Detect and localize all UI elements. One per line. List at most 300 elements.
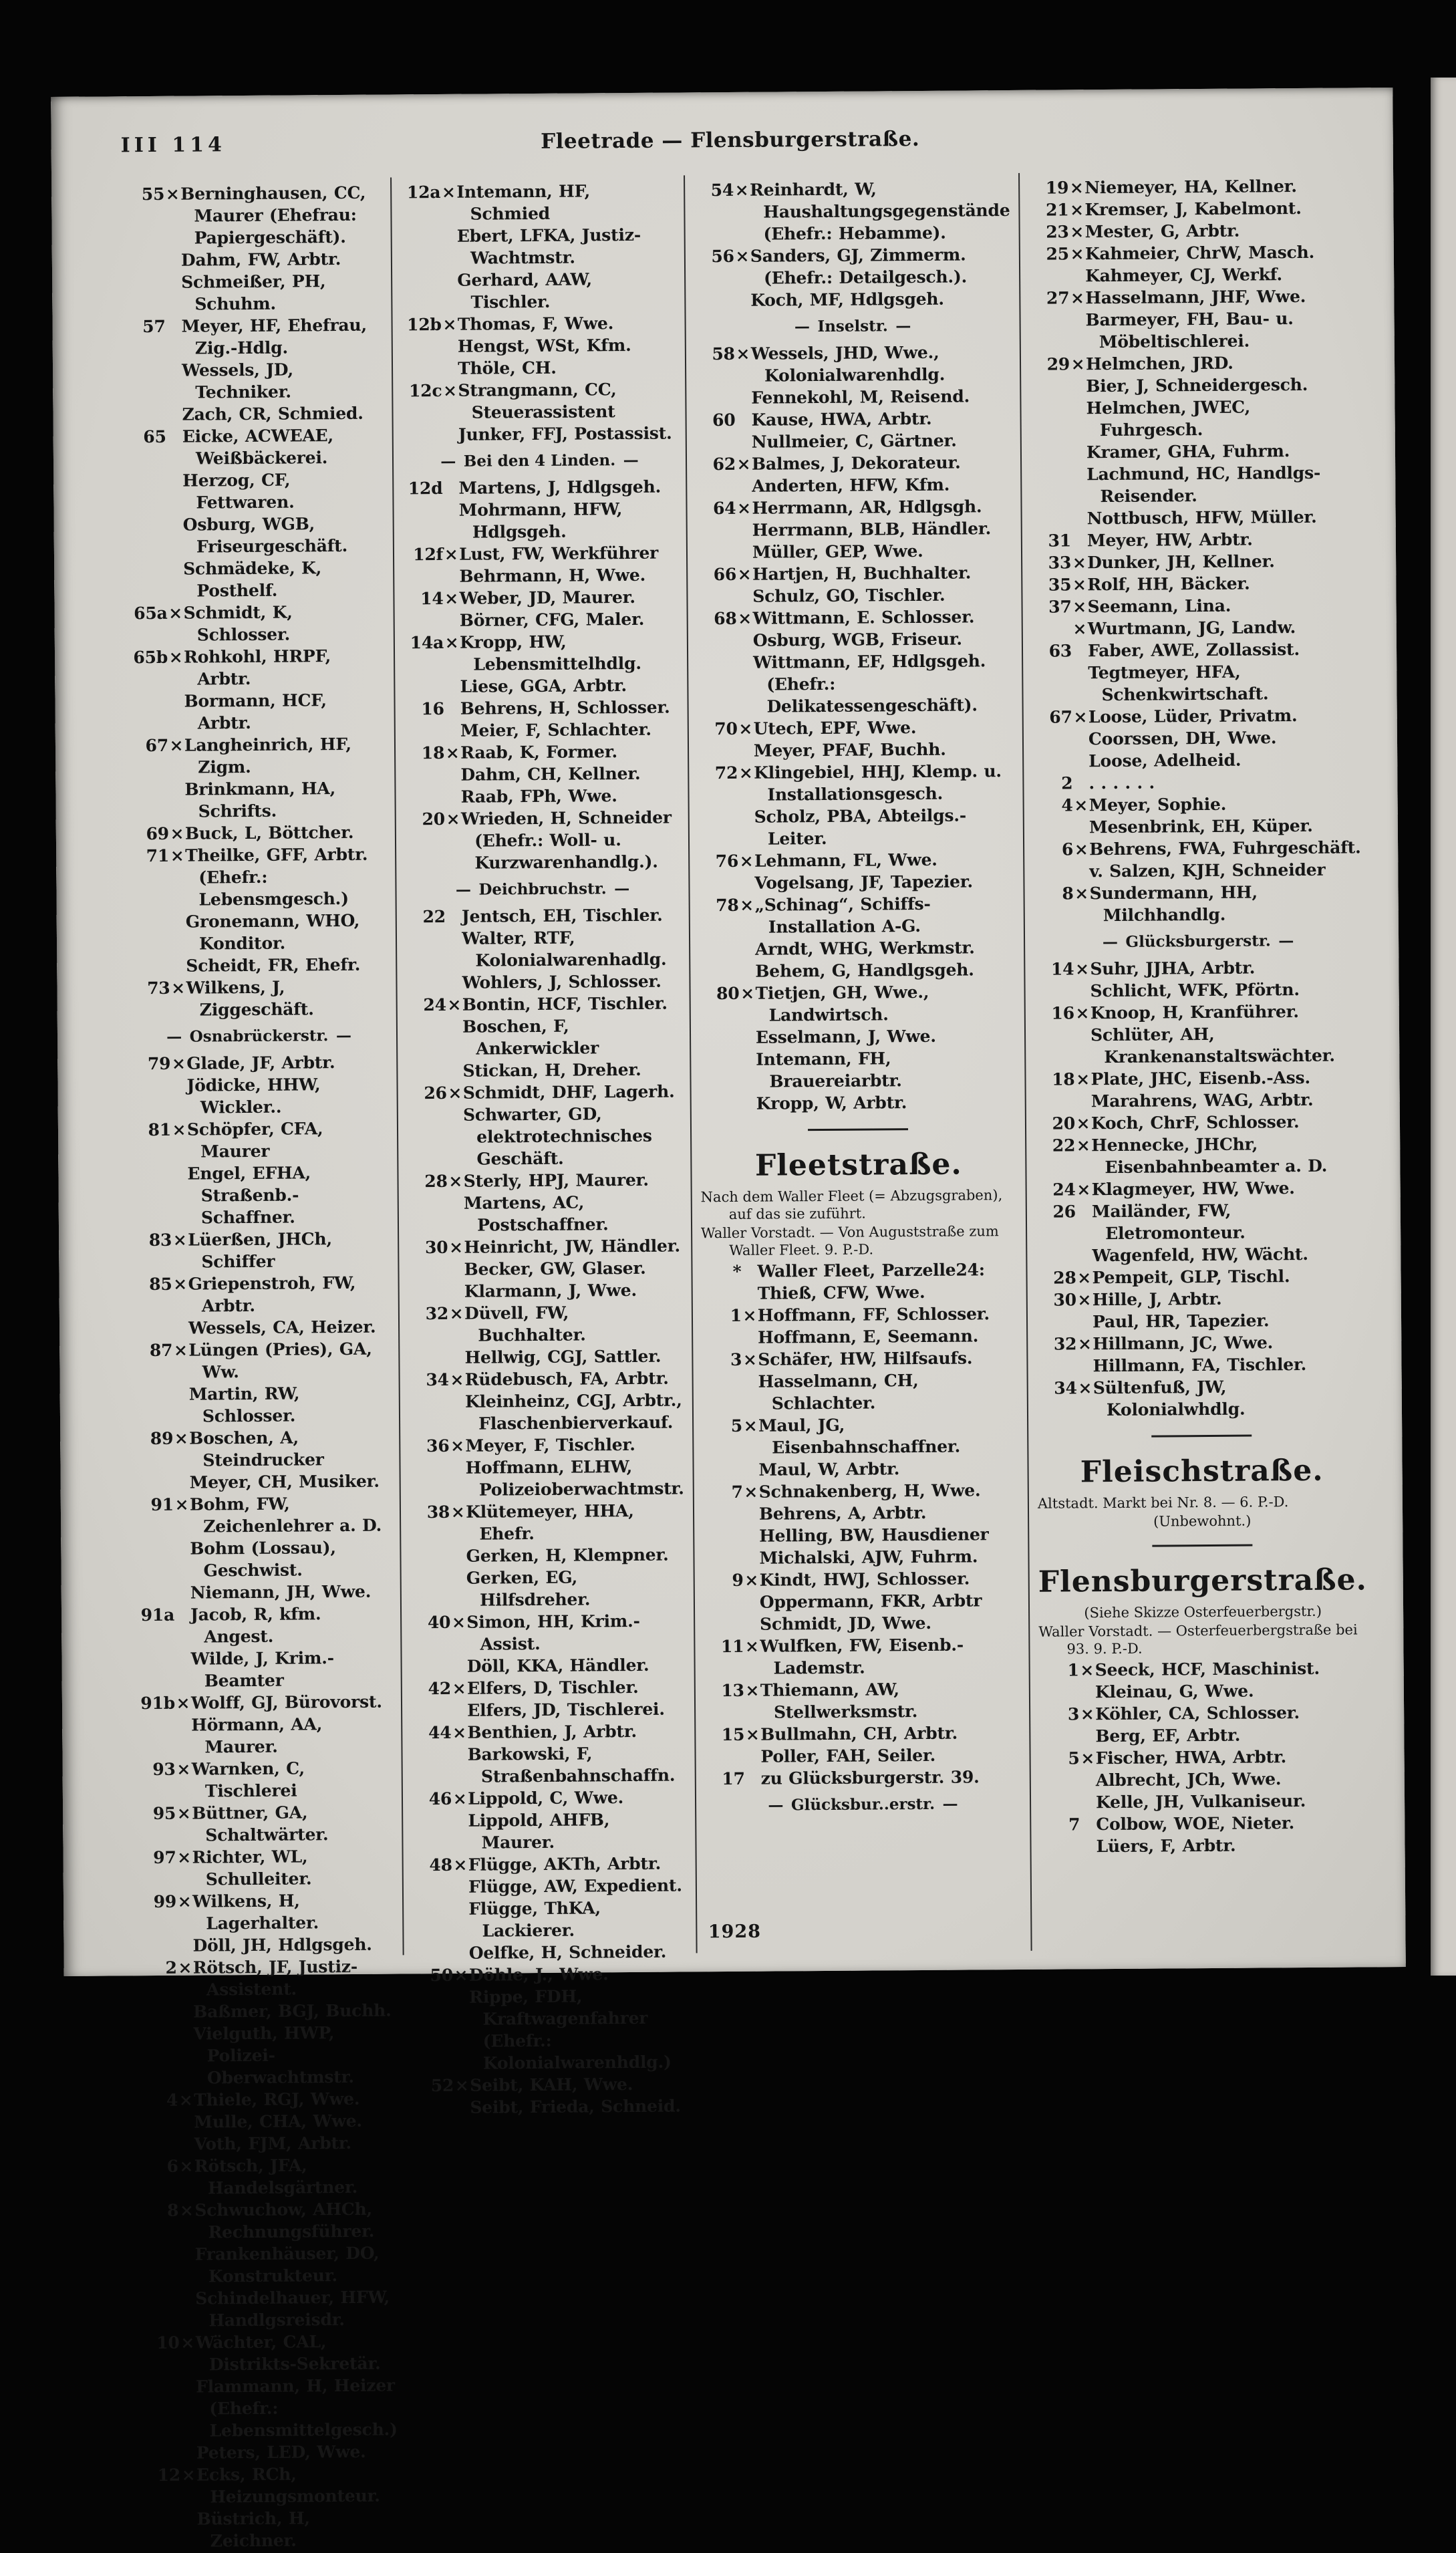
entry-text: Helmchen, JRD. [1086,354,1233,374]
owner-cross-icon [170,1075,186,1097]
owner-cross-icon: × [178,2199,194,2222]
directory-entry [1039,1701,1368,1725]
directory-entry [411,1720,686,1744]
directory-sub-entry [133,1382,391,1428]
entry-text: Oppermann, FKR, Arbtr [760,1591,982,1611]
entry-text: Lachmund, HC, Handlgs-Reisender. [1086,463,1320,506]
entry-text: Poller, FAH, Seiler. [760,1746,935,1766]
directory-sub-entry [699,936,1015,960]
directory-sub-entry [1031,505,1360,529]
directory-sub-entry [412,1874,687,1898]
house-number: 79 [130,1053,170,1075]
directory-entry [402,312,676,336]
house-number: 80 [699,982,739,1004]
directory-sub-entry [698,738,1014,762]
directory-sub-entry [1033,814,1362,838]
directory-sub-entry [695,385,1011,409]
entry-text: Martens, J, Hdlgsgeh. [458,477,661,498]
directory-sub-entry [130,1073,388,1119]
owner-cross-icon [444,764,460,786]
house-number: 25 [1029,243,1069,265]
entry-text: Kahmeier, ChrW, Masch. [1085,243,1314,263]
entry-text: Engel, EFHA, Straßenb.-Schaffner. [187,1163,311,1227]
entry-text: Intemann, HF, Schmied [456,181,590,223]
entry-text: Behrens, H, Schlosser. [460,698,670,718]
directory-entry [1040,1811,1368,1835]
owner-cross-icon [1072,640,1088,662]
street-heading: Fleetstraße. [700,1147,1016,1183]
street-separator: — Inselstr. — [694,316,1010,336]
owner-cross-icon [1070,375,1086,397]
owner-cross-icon [173,1383,189,1405]
entry-text: Meyer, HW, Arbtr. [1087,530,1253,551]
house-number: 52 [414,2074,454,2097]
directory-sub-entry [408,1256,683,1281]
house-number: 28 [1036,1266,1076,1289]
house-number: 24 [1036,1178,1076,1200]
entry-text: Anderten, HFW, Kfm. [752,475,950,496]
directory-sub-entry [125,270,383,316]
entry-text: Nottbusch, HFW, Müller. [1087,507,1317,528]
house-number: 29 [1030,353,1070,375]
entry-text: Osburg, WGB, Friseurgeschäft. [183,514,348,556]
entry-text: Sanders, GJ, Zimmerm. (Ehefr.: Detailgesch.). [750,245,967,287]
entry-text: Behrmann, H, Wwe. [459,565,645,586]
directory-sub-entry [1035,1088,1364,1112]
house-number: 32 [408,1303,448,1325]
directory-entry [414,2072,688,2097]
entry-text: Plate, JHC, Eisenb.-Ass. [1090,1068,1310,1089]
owner-cross-icon [166,470,182,492]
house-number: 13 [704,1679,744,1702]
house-number: 30 [1036,1289,1076,1311]
directory-sub-entry [406,926,680,972]
house-number: 44 [411,1722,451,1744]
entry-text: Boschen, A, Steindrucker [189,1428,324,1470]
entry-text: Vielguth, HWP, Polizei-Oberwachtmstr. [193,2023,354,2087]
entry-text: Bohm, FW, Zeichenlehrer a. D. [190,1494,382,1536]
owner-cross-icon [450,1457,466,1479]
directory-sub-entry [703,1545,1019,1569]
directory-entry [694,243,1011,289]
entry-text: Langheinrich, HF, Zigm. [184,734,351,777]
entry-text: Wittmann, E. Schlosser. [752,607,974,628]
directory-sub-entry [134,1581,392,1605]
owner-cross-icon: × [739,982,755,1004]
owner-cross-icon [1073,860,1089,882]
directory-entry [402,476,677,500]
house-number: 4 [138,2089,178,2111]
owner-cross-icon [1080,1769,1096,1791]
entry-text: Theilke, GFF, Arbtr. (Ehefr.: Lebensmgesch.) [185,845,368,910]
directory-entry [127,601,385,647]
entry-text: Colbow, WOE, Nieter. [1096,1813,1294,1834]
owner-cross-icon [738,872,754,894]
entry-text: Nullmeier, C, Gärtner. [752,431,957,452]
directory-entry [128,645,386,691]
owner-cross-icon [1072,662,1088,684]
entry-text: Behrens, A, Arbtr. [759,1503,927,1524]
entry-text: Lüngen (Pries), GA, Ww. [188,1339,372,1382]
directory-sub-entry [700,1047,1016,1093]
owner-cross-icon [452,1810,468,1832]
entry-text: Seibt, KAH, Wwe. [470,2074,633,2095]
owner-cross-icon [739,938,755,960]
directory-sub-entry [1029,263,1358,287]
house-number: 72 [698,762,738,784]
owner-cross-icon: × [450,1501,466,1523]
entry-text: Wilkens, H, Lagerhalter. [192,1891,319,1933]
entry-text: Liese, GGA, Arbtr. [460,676,627,696]
directory-sub-entry [698,870,1014,894]
owner-cross-icon [1070,463,1086,485]
owner-cross-icon [736,475,752,497]
directory-entry [704,1633,1020,1679]
owner-cross-icon [449,1391,465,1413]
owner-cross-icon [448,1281,464,1303]
entry-text: Rötsch, JFA, Handelsgärtner. [194,2155,357,2197]
entry-text: Döll, JH, Hdlgsgeh. [192,1935,372,1956]
directory-sub-entry [703,1523,1019,1547]
entry-text: Schnakenberg, H, Wwe. [759,1480,981,1501]
owner-cross-icon: × [172,1339,188,1361]
entry-text: Lehmann, FL, Wwe. [754,850,937,871]
entry-text: Bohm (Lossau), Geschwist. [190,1538,336,1580]
directory-sub-entry [1036,1309,1365,1333]
house-number: 26 [407,1082,447,1104]
entry-text: v. Salzen, KJH, Schneider [1089,860,1325,881]
entry-text: Dahm, CH, Kellner. [460,764,640,785]
owner-cross-icon: × [447,1082,463,1104]
entry-text: Müller, GEP, Wwe. [752,541,923,562]
owner-cross-icon [1079,1681,1095,1703]
entry-text: Kremser, J, Kabelmont. [1084,198,1301,219]
entry-text: zu Glücksburgerstr. 39. [761,1767,980,1788]
directory-sub-entry [401,268,676,314]
directory-sub-entry [1040,1767,1368,1791]
entry-text: Hoffmann, ELHW, Polizeioberwachtmstr. [466,1457,684,1500]
owner-cross-icon [743,1547,759,1569]
house-number: 9 [704,1569,744,1591]
directory-sub-entry [1034,978,1363,1002]
entry-text: Scheidt, FR, Ehefr. [186,955,360,976]
owner-cross-icon [1075,1090,1091,1112]
directory-entry [132,1338,390,1384]
owner-cross-icon [180,2508,196,2530]
directory-entry [702,1413,1019,1459]
owner-cross-icon: × [1076,1289,1093,1311]
entry-text: Heinricht, JW, Händler. [464,1236,680,1257]
entry-text: Fischer, HWA, Arbtr. [1096,1747,1287,1768]
directory-entry [1036,1198,1365,1244]
entry-text: Thöle, CH. [458,358,557,378]
entry-text: Behrens, FWA, Fuhrgeschäft. [1089,837,1361,859]
owner-cross-icon: × [451,1722,467,1744]
directory-entry [1031,593,1360,618]
owner-cross-icon: × [1068,198,1084,221]
entry-text: Meyer, PFAF, Buchh. [754,740,946,761]
directory-entry [140,2463,398,2509]
directory-entry [137,1956,395,2002]
owner-cross-icon [444,698,460,720]
owner-cross-icon: × [1075,1112,1091,1134]
entry-text: Hillmann, JC, Wwe. [1093,1333,1273,1353]
directory-sub-entry [411,1653,686,1677]
house-number: 65a [127,602,167,624]
entry-text: Richter, WL, Schulleiter. [192,1847,312,1889]
directory-entry [408,1301,683,1347]
entry-text: Thiemann, AW, Stellwerksmstr. [760,1679,918,1722]
owner-cross-icon: × [442,313,458,335]
owner-cross-icon: × [445,808,461,830]
directory-entry [405,807,680,875]
owner-cross-icon [177,2023,193,2045]
owner-cross-icon: × [1069,287,1085,309]
entry-text: Loose, Adelheid. [1088,751,1241,771]
directory-sub-entry [404,763,679,787]
entry-text: Bormann, HCF, Arbtr. [184,690,326,732]
directory-sub-entry [1036,1353,1365,1377]
owner-cross-icon: × [1079,1703,1095,1725]
directory-entry [406,904,680,928]
directory-sub-entry [413,1940,688,1964]
directory-entry [400,180,675,226]
directory-sub-entry [131,1162,389,1230]
house-number: 12d [402,477,442,499]
entry-text: Utech, EPF, Wwe. [754,718,917,738]
owner-cross-icon: × [444,742,460,764]
owner-cross-icon: × [736,608,752,630]
entry-text: Klütemeyer, HHA, Ehefr. [466,1501,634,1544]
house-number: 81 [131,1119,171,1141]
directory-entry [134,1603,392,1649]
owner-cross-icon: × [736,453,752,475]
entry-text: Intemann, FH, Brauereiarbtr. [756,1049,902,1091]
house-number: 17 [705,1768,745,1790]
entry-text: Sterly, HPJ, Maurer. [464,1170,649,1191]
house-number: 19 [1028,176,1068,198]
directory-sub-entry [404,718,679,743]
house-number: 58 [695,343,735,365]
owner-cross-icon [1076,1355,1093,1377]
owner-cross-icon [176,1935,192,1957]
owner-cross-icon: × [180,2332,196,2354]
directory-entry [1029,219,1358,243]
owner-cross-icon [168,779,184,801]
street-separator: — Osnabrückerstr. — [130,1027,388,1047]
directory-entry [1028,174,1357,198]
directory-sub-entry [412,1808,686,1854]
entry-text: Scholz, PBA, Abteilgs.-Leiter. [754,806,967,849]
directory-entry [136,1757,394,1803]
entry-text: Frankenhäuser, DO, Konstrukteur. [195,2244,380,2286]
owner-cross-icon: × [1074,1002,1090,1024]
directory-sub-entry [127,557,385,603]
house-number: 67 [128,734,168,757]
directory-sub-entry [136,1933,394,1958]
entry-text: Mohrmann, HFW, Hdlgsgeh. [459,499,623,542]
entry-text: Elfers, D, Tischler. [467,1677,639,1698]
house-number: 1 [702,1305,742,1327]
entry-text: Raab, FPh, Wwe. [461,786,617,807]
owner-cross-icon [167,558,183,580]
house-number: 20 [405,808,445,830]
entry-text: Hennecke, JHChr, Eisenbahnbeamter a. D. [1091,1134,1327,1177]
entry-text: Mailänder, FW, Eletromonteur. [1092,1201,1246,1243]
owner-cross-icon [1079,1725,1095,1747]
directory-sub-entry [140,2375,398,2443]
directory-sub-entry [412,1896,687,1942]
owner-cross-icon [1074,1024,1090,1046]
house-number: 76 [698,850,738,872]
entry-text: Schmidt, JD, Wwe. [760,1613,931,1634]
directory-entry [124,182,382,250]
entry-text: Ebert, LFKA, Justiz-Wachtmstr. [457,225,641,268]
owner-cross-icon: × [1076,1333,1093,1355]
owner-cross-icon: × [443,543,459,565]
owner-cross-icon [453,1986,469,2008]
street-separator: — Glücksbur..erstr. — [705,1794,1021,1815]
owner-cross-icon [446,906,462,928]
directory-entry [413,1962,688,1986]
directory-entry [704,1677,1021,1724]
owner-cross-icon: × [446,994,462,1016]
directory-entry [1030,351,1358,375]
owner-cross-icon: × [734,245,750,267]
directory-sub-entry [1034,1022,1364,1068]
owner-cross-icon: × [167,602,183,624]
owner-cross-icon: × [176,1758,192,1780]
directory-entry [125,314,383,360]
entry-text: Dunker, JH, Kellner. [1087,551,1275,572]
directory-entry [138,2088,395,2112]
house-number: 3 [1039,1703,1079,1725]
owner-cross-icon [448,1258,464,1281]
directory-entry [406,992,681,1016]
directory-entry [1036,1264,1364,1289]
house-number: 14a [404,632,444,654]
directory-column-4 [1018,170,1378,1951]
directory-entry [695,341,1012,387]
owner-cross-icon: × [1079,1659,1095,1681]
directory-sub-entry [139,2286,397,2332]
entry-text: Flügge, ThKA, Lackierer. [468,1898,601,1940]
entry-text: Schwuchow, AHCh, Rechnungsführer. [194,2199,374,2242]
directory-sub-entry [140,2507,398,2553]
directory-sub-entry [406,1014,681,1060]
entry-text: Jacob, R, kfm. Angest. [190,1604,321,1646]
directory-column-1 [116,177,403,1957]
owner-cross-icon [1073,816,1089,838]
directory-entry [1035,1110,1364,1134]
owner-cross-icon: × [1073,882,1089,904]
owner-cross-icon [165,249,181,271]
entry-text: Kropp, HW, Lebensmittelhdlg. [460,632,641,674]
directory-entry [1034,956,1362,980]
entry-text: Barmeyer, FH, Bau- u. Möbeltischlerei. [1086,309,1294,352]
entry-text: Hellwig, CGJ, Sattler. [464,1347,661,1367]
owner-cross-icon: × [1071,573,1087,595]
house-number: 21 [1028,198,1068,221]
house-number: 33 [1031,551,1071,573]
owner-cross-icon: × [1072,706,1088,728]
owner-cross-icon: × [168,646,184,668]
owner-cross-icon: × [173,1428,189,1450]
house-number: 16 [1034,1002,1074,1024]
house-number: 31 [1031,529,1071,551]
entry-text: Seeck, HCF, Maschinist. [1095,1659,1320,1679]
directory-entry [698,716,1014,740]
house-number: 55 [124,183,164,205]
entry-text: Buck, L, Böttcher. [185,823,354,843]
owner-cross-icon [744,1613,760,1635]
house-number: 65b [128,646,168,668]
directory-entry [702,1303,1018,1327]
owner-cross-icon: × [1075,1134,1091,1156]
owner-cross-icon: × [1071,595,1087,618]
entry-text: Seibt, Frieda, Schneid. [470,2097,681,2117]
house-number: 73 [130,977,170,999]
directory-entry [1032,638,1360,662]
directory-sub-entry [134,1536,392,1583]
directory-entry [403,542,678,566]
entry-text: Gerken, H, Klempner. [466,1545,669,1566]
entry-text: Lippold, AHFB, Maurer. [468,1810,609,1852]
entry-text: Hengst, WSt, Kfm. [458,335,631,356]
entry-text: Hoffmann, E, Seemann. [758,1326,978,1347]
owner-cross-icon [174,1604,190,1626]
owner-cross-icon [451,1700,467,1722]
directory-entry [409,1433,684,1457]
entry-text: Lust, FW, Werkführer [459,543,658,564]
owner-cross-icon [446,1016,462,1038]
owner-cross-icon [165,315,181,338]
owner-cross-icon [737,630,753,652]
directory-entry [408,1234,682,1258]
owner-cross-icon: × [742,1305,758,1327]
owner-cross-icon [736,519,752,541]
directory-sub-entry [407,1102,682,1170]
house-number: 2 [137,1957,177,1979]
owner-cross-icon: × [174,1494,190,1516]
entry-text: Benthien, J, Arbtr. [467,1722,637,1742]
directory-entry [698,892,1015,938]
directory-sub-entry [128,689,386,735]
directory-entry [701,1258,1017,1283]
owner-cross-icon: × [175,1692,191,1714]
owner-cross-icon: × [744,1679,760,1702]
directory-entry [129,821,386,845]
directory-entry [140,2330,398,2377]
entry-text: Schmidt, DHF, Lagerh. [463,1082,675,1103]
directory-sub-entry [704,1611,1020,1635]
owner-cross-icon [451,1655,467,1677]
directory-entry [1037,1375,1366,1421]
directory-sub-entry [702,1325,1018,1349]
owner-cross-icon [740,1027,756,1049]
directory-entry [1028,196,1357,221]
entry-text: Griepenstroh, FW, Arbtr. [188,1273,356,1316]
street-heading: Flensburgerstraße. [1038,1563,1367,1599]
entry-text: Marahrens, WAG, Arbtr. [1091,1090,1314,1111]
entry-text: Schmädeke, K, Posthelf. [183,558,321,600]
entry-text: Dahm, FW, Arbtr. [181,249,341,270]
owner-cross-icon: × [178,2089,194,2111]
directory-entry [129,843,387,912]
directory-entry [136,1801,394,1847]
entry-text: Zach, CR, Schmied. [182,404,363,424]
entry-text: Niemann, JH, Wwe. [190,1582,372,1603]
